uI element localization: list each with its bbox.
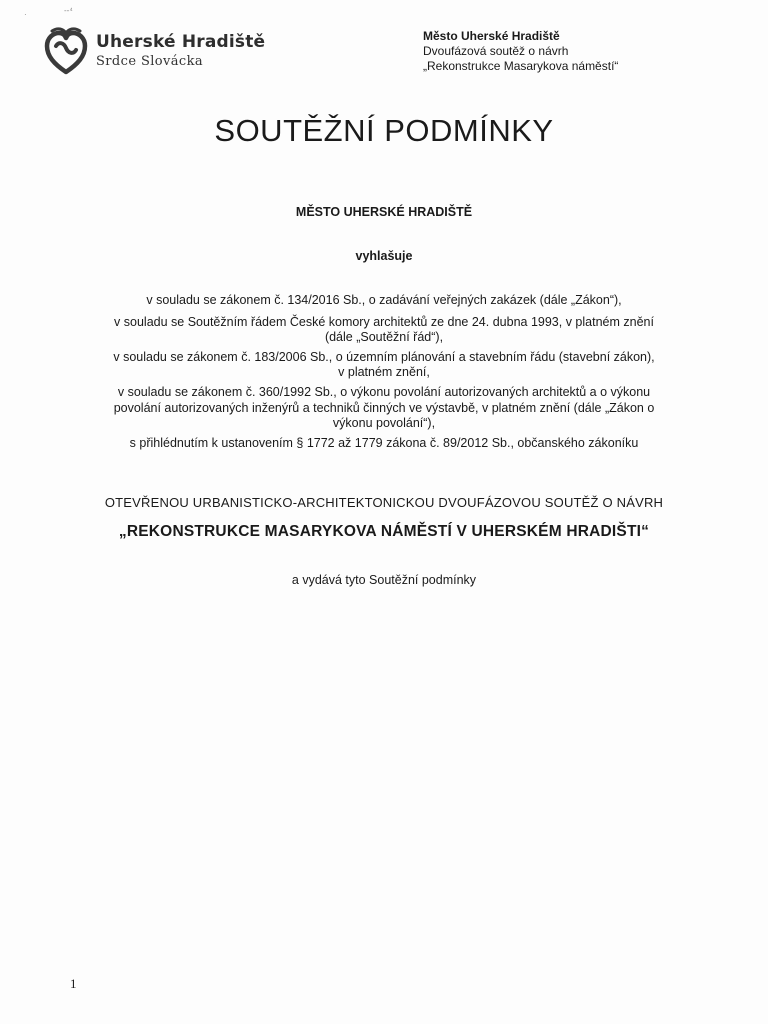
header-info: [423, 29, 618, 74]
header-org: Město Uherské Hradiště: [423, 29, 560, 43]
legal-line: (dále „Soutěžní řád“),: [324, 330, 444, 345]
logo-subtitle: Srdce Slovácka: [96, 54, 204, 69]
legal-line: v souladu se zákonem č. 360/1992 Sb., o výkonu povolání autorizovaných architektů a o výkonu: [117, 384, 651, 399]
heart-logo-icon: [44, 26, 88, 76]
legal-line: v souladu se zákonem č. 134/2016 Sb., o zadávání veřejných zakázek (dále „Zákon“),: [146, 293, 622, 307]
announces-label: vyhlašuje: [355, 249, 413, 263]
competition-description: OTEVŘENOU URBANISTICKO-ARCHITEKTONICKOU DVOUFÁZOVOU SOUTĚŽ O NÁVRH: [104, 495, 664, 510]
legal-line: v platném znění,: [338, 365, 430, 380]
legal-basis: [60, 293, 708, 451]
scan-artifact: ·: [24, 10, 27, 19]
issues-statement: a vydává tyto Soutěžní podmínky: [291, 573, 477, 587]
legal-line: povolání autorizovaných inženýrů a techniků činných ve výstavbě, v platném znění (dále „Zákon o: [113, 400, 655, 415]
header-competition-title: „Rekonstrukce Masarykova náměstí“: [423, 59, 619, 73]
competition-name: „REKONSTRUKCE MASARYKOVA NÁMĚSTÍ V UHERSKÉM HRADIŠTI“: [118, 523, 650, 540]
page-number: 1: [70, 976, 77, 991]
header-competition-type: Dvoufázová soutěž o návrh: [423, 44, 569, 58]
city-logo: [44, 26, 265, 76]
page-title: SOUTĚŽNÍ PODMÍNKY: [214, 113, 554, 148]
legal-line: v souladu se Soutěžním řádem České komory architektů ze dne 24. dubna 1993, v platném znění: [114, 314, 654, 329]
announcer: MĚSTO UHERSKÉ HRADIŠTĚ: [295, 205, 473, 219]
logo-name: Uherské Hradiště: [96, 32, 266, 52]
legal-line: výkonu povolání“),: [332, 416, 436, 431]
legal-line: s přihlédnutím k ustanovením § 1772 až 1779 zákona č. 89/2012 Sb., občanského zákoníku: [129, 435, 639, 450]
legal-line: v souladu se zákonem č. 183/2006 Sb., o územním plánování a stavebním řádu (stavební zákon),: [113, 349, 655, 364]
scan-artifact: ‐‐⁴: [64, 6, 73, 15]
